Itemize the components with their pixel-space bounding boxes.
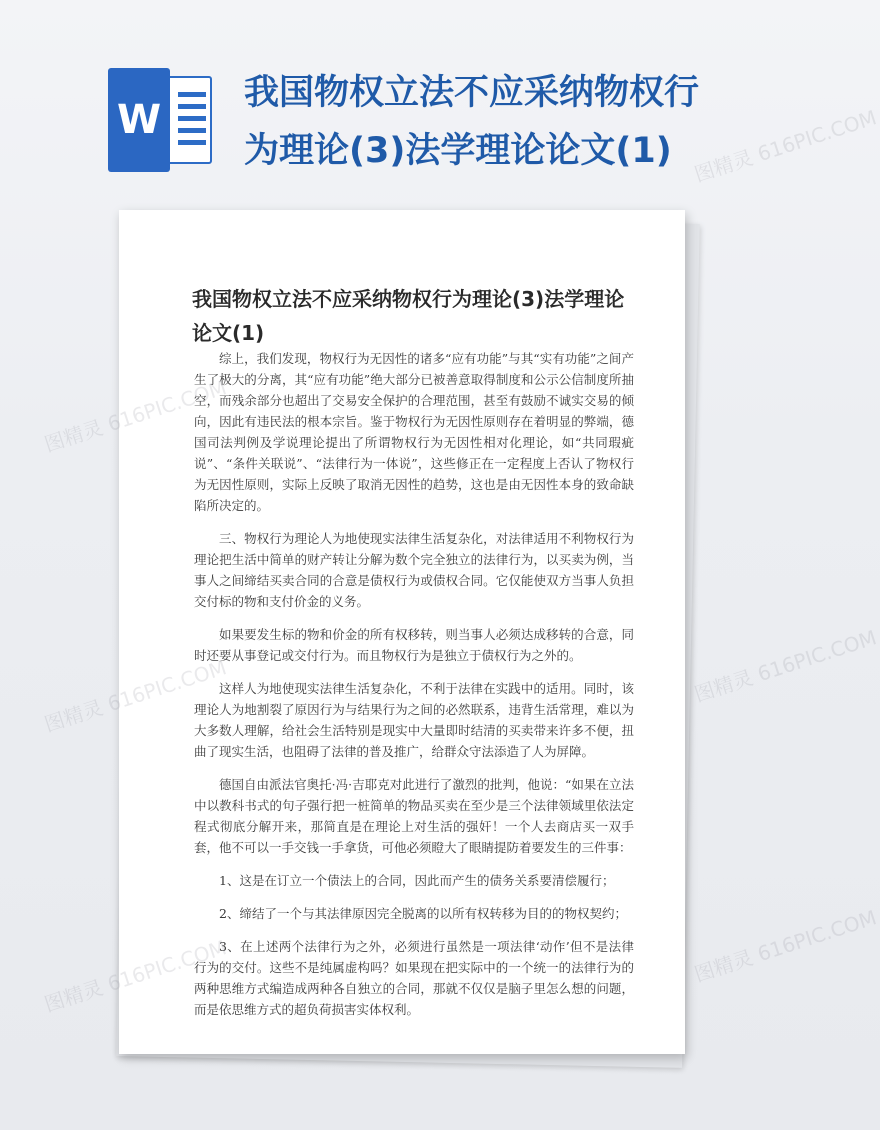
watermark: 图精灵 (41, 415, 106, 457)
list-item: 3、在上述两个法律行为之外，必须进行虽然是一项法律‘动作’但不是法律行为的交付。这些不是纯属虚构吗？如果现在把实际中的一个统一的法律行为的两种思维方式编造成两种各自独立的合同，那就不仅仅是脑子里怎么想的问题，而是依思维方式的超负荷损害实体权利。 (194, 939, 634, 1017)
header-banner (0, 0, 800, 200)
word-logo-letter: W (108, 68, 170, 172)
word-document-icon (108, 68, 214, 172)
list-item: 2、缔结了一个与其法律原因完全脱离的以所有权转移为目的的物权契约； (219, 906, 627, 921)
paragraph: 这样人为地使现实法律生活复杂化，不利于法律在实践中的适用。同时，该理论人为地割裂了原因行为与结果行为之间的必然联系，违背生活常理，难以为大多数人理解，给社会生活特别是现实中大量即时结清的买卖带来许多不便，扭曲了现实生活，也阻碍了法律的普及推广，给群众守法添造了人为屏障。 (194, 681, 634, 759)
watermark: 图精灵 (41, 975, 106, 1017)
watermark: 图精灵 616PIC.COM (691, 625, 880, 707)
document-page (119, 210, 685, 1054)
watermark: 图精灵 (41, 695, 106, 737)
paragraph: 德国自由派法官奥托·冯·吉耶克对此进行了激烈的批判，他说：“如果在立法中以教科书式的句子强行把一桩简单的物品买卖在至少是三个法律领域里依法定程式彻底分解开来，那简直是在理论上对生活的强奸！一个人去商店买一双手套，他不可以一手交钱一手拿货，可他必须瞪大了眼睛提防着要发生的三件事： (194, 777, 634, 855)
page-title: 我国物权立法不应采纳物权行为理论(3)法学理论论文(1) (244, 73, 700, 171)
paragraph: 如果要发生标的物和价金的所有权移转，则当事人必须达成移转的合意，同时还要从事登记或交付行为。而且物权行为是独立于债权行为之外的。 (194, 627, 634, 663)
list-item: 1、这是在订立一个债法上的合同，因此而产生的债务关系要清偿履行； (219, 873, 615, 888)
watermark: 图精灵 616PIC.COM (691, 105, 880, 187)
paragraph: 综上，我们发现，物权行为无因性的诸多“应有功能”与其“实有功能”之间产生了极大的分离，其“应有功能”绝大部分已被善意取得制度和公示公信制度所抽空，而残余部分也超出了交易安全保护的合理范围，甚至有鼓励不诚实交易的倾向，因此有违民法的根本宗旨。鉴于物权行为无因性原则存在着明显的弊端，德国司法判例及学说理论提出了所谓物权行为无因性相对化理论，如“共同瑕疵说”、“条件关联说”、“法律行为一体说”，这些修正在一定程度上否认了物权行为无因性原则，实际上反映了取消无因性的趋势，这也是由无因性本身的致命缺陷所决定的。 (194, 351, 634, 513)
document-body (194, 348, 634, 1032)
document-title: 我国物权立法不应采纳物权行为理论(3)法学理论论文(1) (192, 287, 625, 345)
watermark: 图精灵 616PIC.COM (691, 905, 880, 987)
paragraph: 三、物权行为理论人为地使现实法律生活复杂化，对法律适用不利物权行为理论把生活中简单的财产转让分解为数个完全独立的法律行为，以买卖为例，当事人之间缔结买卖合同的合意是债权行为或债权合同。它仅能使双方当事人负担交付标的物和支付价金的义务。 (194, 531, 634, 609)
